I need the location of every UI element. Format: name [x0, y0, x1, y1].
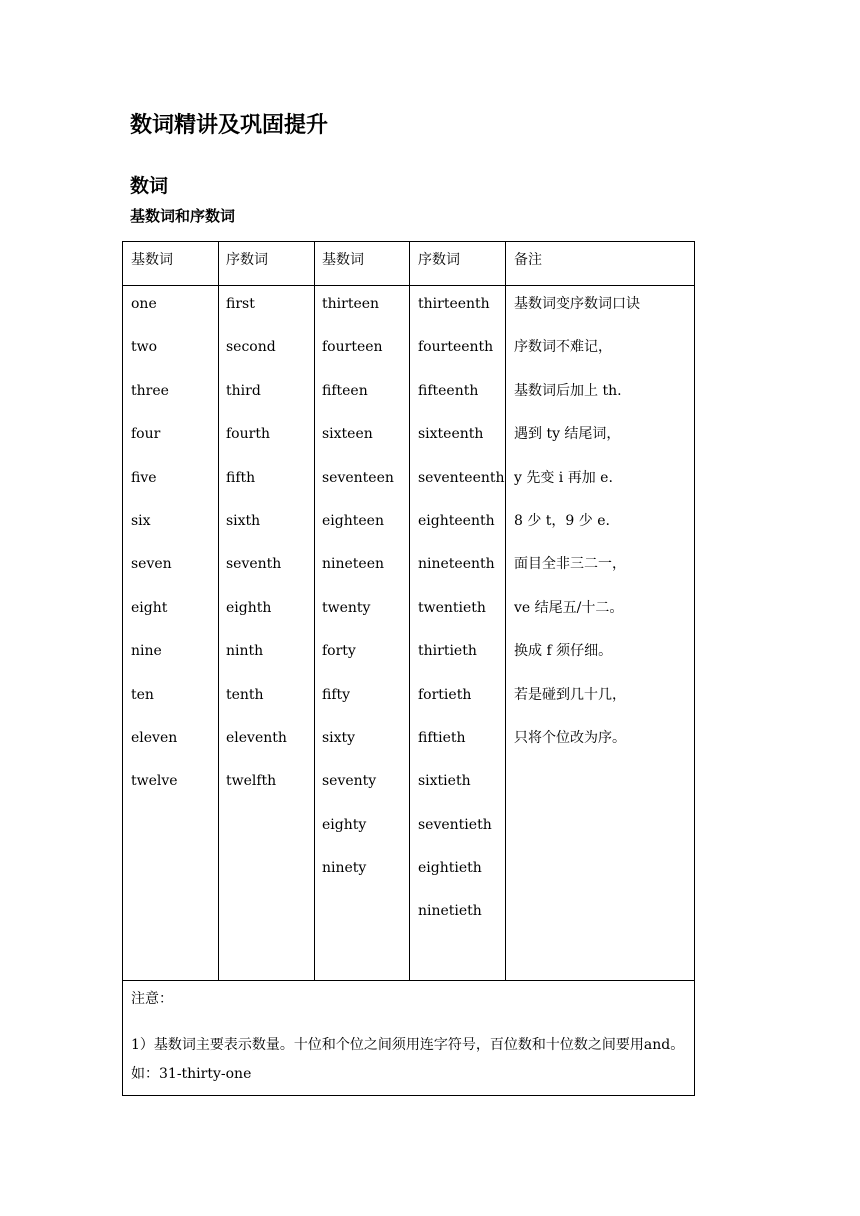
table-cell: eightieth	[418, 860, 482, 877]
table-cell: sixteenth	[418, 426, 484, 443]
table-cell: fifth	[226, 469, 256, 486]
table-cell: 面目全非三二一，	[514, 556, 626, 573]
table-cell: thirteenth	[418, 296, 490, 312]
section-heading: 数词	[130, 175, 169, 197]
cardinal-column-2	[322, 294, 394, 901]
table-cell: twelve	[131, 773, 178, 790]
table-cell: twelfth	[226, 773, 277, 790]
table-cell: ten	[131, 686, 154, 703]
table-cell: eighteenth	[418, 512, 495, 529]
header-ordinal: 序数词	[226, 252, 268, 268]
table-cell: eighteen	[322, 512, 384, 529]
table-cell: seventy	[322, 773, 377, 790]
table-cell: fortieth	[418, 686, 472, 703]
column-divider	[505, 242, 506, 981]
column-divider	[218, 242, 219, 981]
table-cell: eleven	[131, 729, 178, 746]
header-cardinal: 基数词	[131, 252, 173, 268]
header-ordinal: 序数词	[418, 252, 460, 268]
table-cell: sixteen	[322, 426, 373, 443]
numerals-table	[122, 241, 695, 1096]
table-cell: 8 少 t，9 少 e.	[514, 512, 610, 529]
table-cell: fourteenth	[418, 339, 494, 356]
table-cell: nineteen	[322, 556, 385, 573]
table-cell: 只将个位改为序。	[514, 729, 626, 746]
column-divider	[314, 242, 315, 981]
remarks-column	[514, 294, 640, 771]
table-cell: three	[131, 382, 169, 399]
table-cell: 序数词不难记，	[514, 339, 612, 356]
note-text: 1）基数词主要表示数量。十位和个位之间须用连字符号，百位数和十位数之间要用and。如：31-thirty-one	[131, 1037, 685, 1082]
table-cell: ve 结尾五/十二。	[514, 599, 624, 616]
table-cell: 换成 f 须仔细。	[514, 643, 613, 660]
header-cardinal: 基数词	[322, 252, 364, 268]
table-cell: sixty	[322, 729, 356, 746]
table-cell: third	[226, 382, 261, 399]
table-cell: fifteen	[322, 382, 368, 399]
table-cell: fourteen	[322, 339, 383, 356]
table-cell: seventieth	[418, 816, 492, 833]
table-cell: tenth	[226, 686, 264, 703]
note-divider	[123, 980, 694, 981]
table-cell: forty	[322, 643, 356, 660]
table-cell: fiftieth	[418, 729, 466, 746]
table-cell: nine	[131, 643, 162, 660]
table-cell: one	[131, 296, 157, 312]
table-cell: seventh	[226, 556, 282, 573]
table-cell: ninetieth	[418, 903, 482, 920]
table-cell: thirtieth	[418, 643, 477, 660]
table-cell: seven	[131, 556, 172, 573]
table-cell: ninety	[322, 860, 367, 877]
header-divider	[123, 285, 694, 286]
table-cell: twentieth	[418, 599, 486, 616]
table-cell: sixth	[226, 512, 261, 529]
table-cell: 若是碰到几十几，	[514, 686, 626, 703]
table-cell: 基数词后加上 th.	[514, 382, 622, 399]
table-cell: twenty	[322, 599, 371, 616]
table-cell: six	[131, 512, 151, 529]
table-cell: four	[131, 426, 161, 443]
table-cell: nineteenth	[418, 556, 495, 573]
table-cell: two	[131, 339, 158, 356]
ordinal-column-2	[418, 294, 505, 945]
table-cell: first	[226, 296, 255, 312]
table-cell: eight	[131, 599, 168, 616]
table-cell: thirteen	[322, 296, 380, 312]
table-cell: eleventh	[226, 729, 287, 746]
page-title: 数词精讲及巩固提升	[130, 113, 329, 138]
table-cell: eighth	[226, 599, 272, 616]
note-label: 注意：	[131, 991, 173, 1007]
table-cell: second	[226, 339, 276, 356]
subsection-heading: 基数词和序数词	[130, 207, 236, 225]
table-cell: fourth	[226, 426, 270, 443]
column-divider	[409, 242, 410, 981]
table-cell: y 先变 i 再加 e.	[514, 469, 613, 486]
cardinal-column-1	[131, 294, 178, 815]
header-remarks: 备注	[514, 252, 542, 268]
table-cell: fifteenth	[418, 382, 479, 399]
table-cell: fifty	[322, 686, 351, 703]
table-cell: seventeenth	[418, 469, 505, 486]
ordinal-column-1	[226, 294, 287, 815]
table-cell: 基数词变序数词口诀	[514, 296, 640, 312]
table-cell: ninth	[226, 643, 264, 660]
table-cell: sixtieth	[418, 773, 471, 790]
table-cell: eighty	[322, 816, 367, 833]
table-cell: seventeen	[322, 469, 394, 486]
table-cell: five	[131, 469, 157, 486]
table-cell: 遇到 ty 结尾词，	[514, 426, 621, 443]
